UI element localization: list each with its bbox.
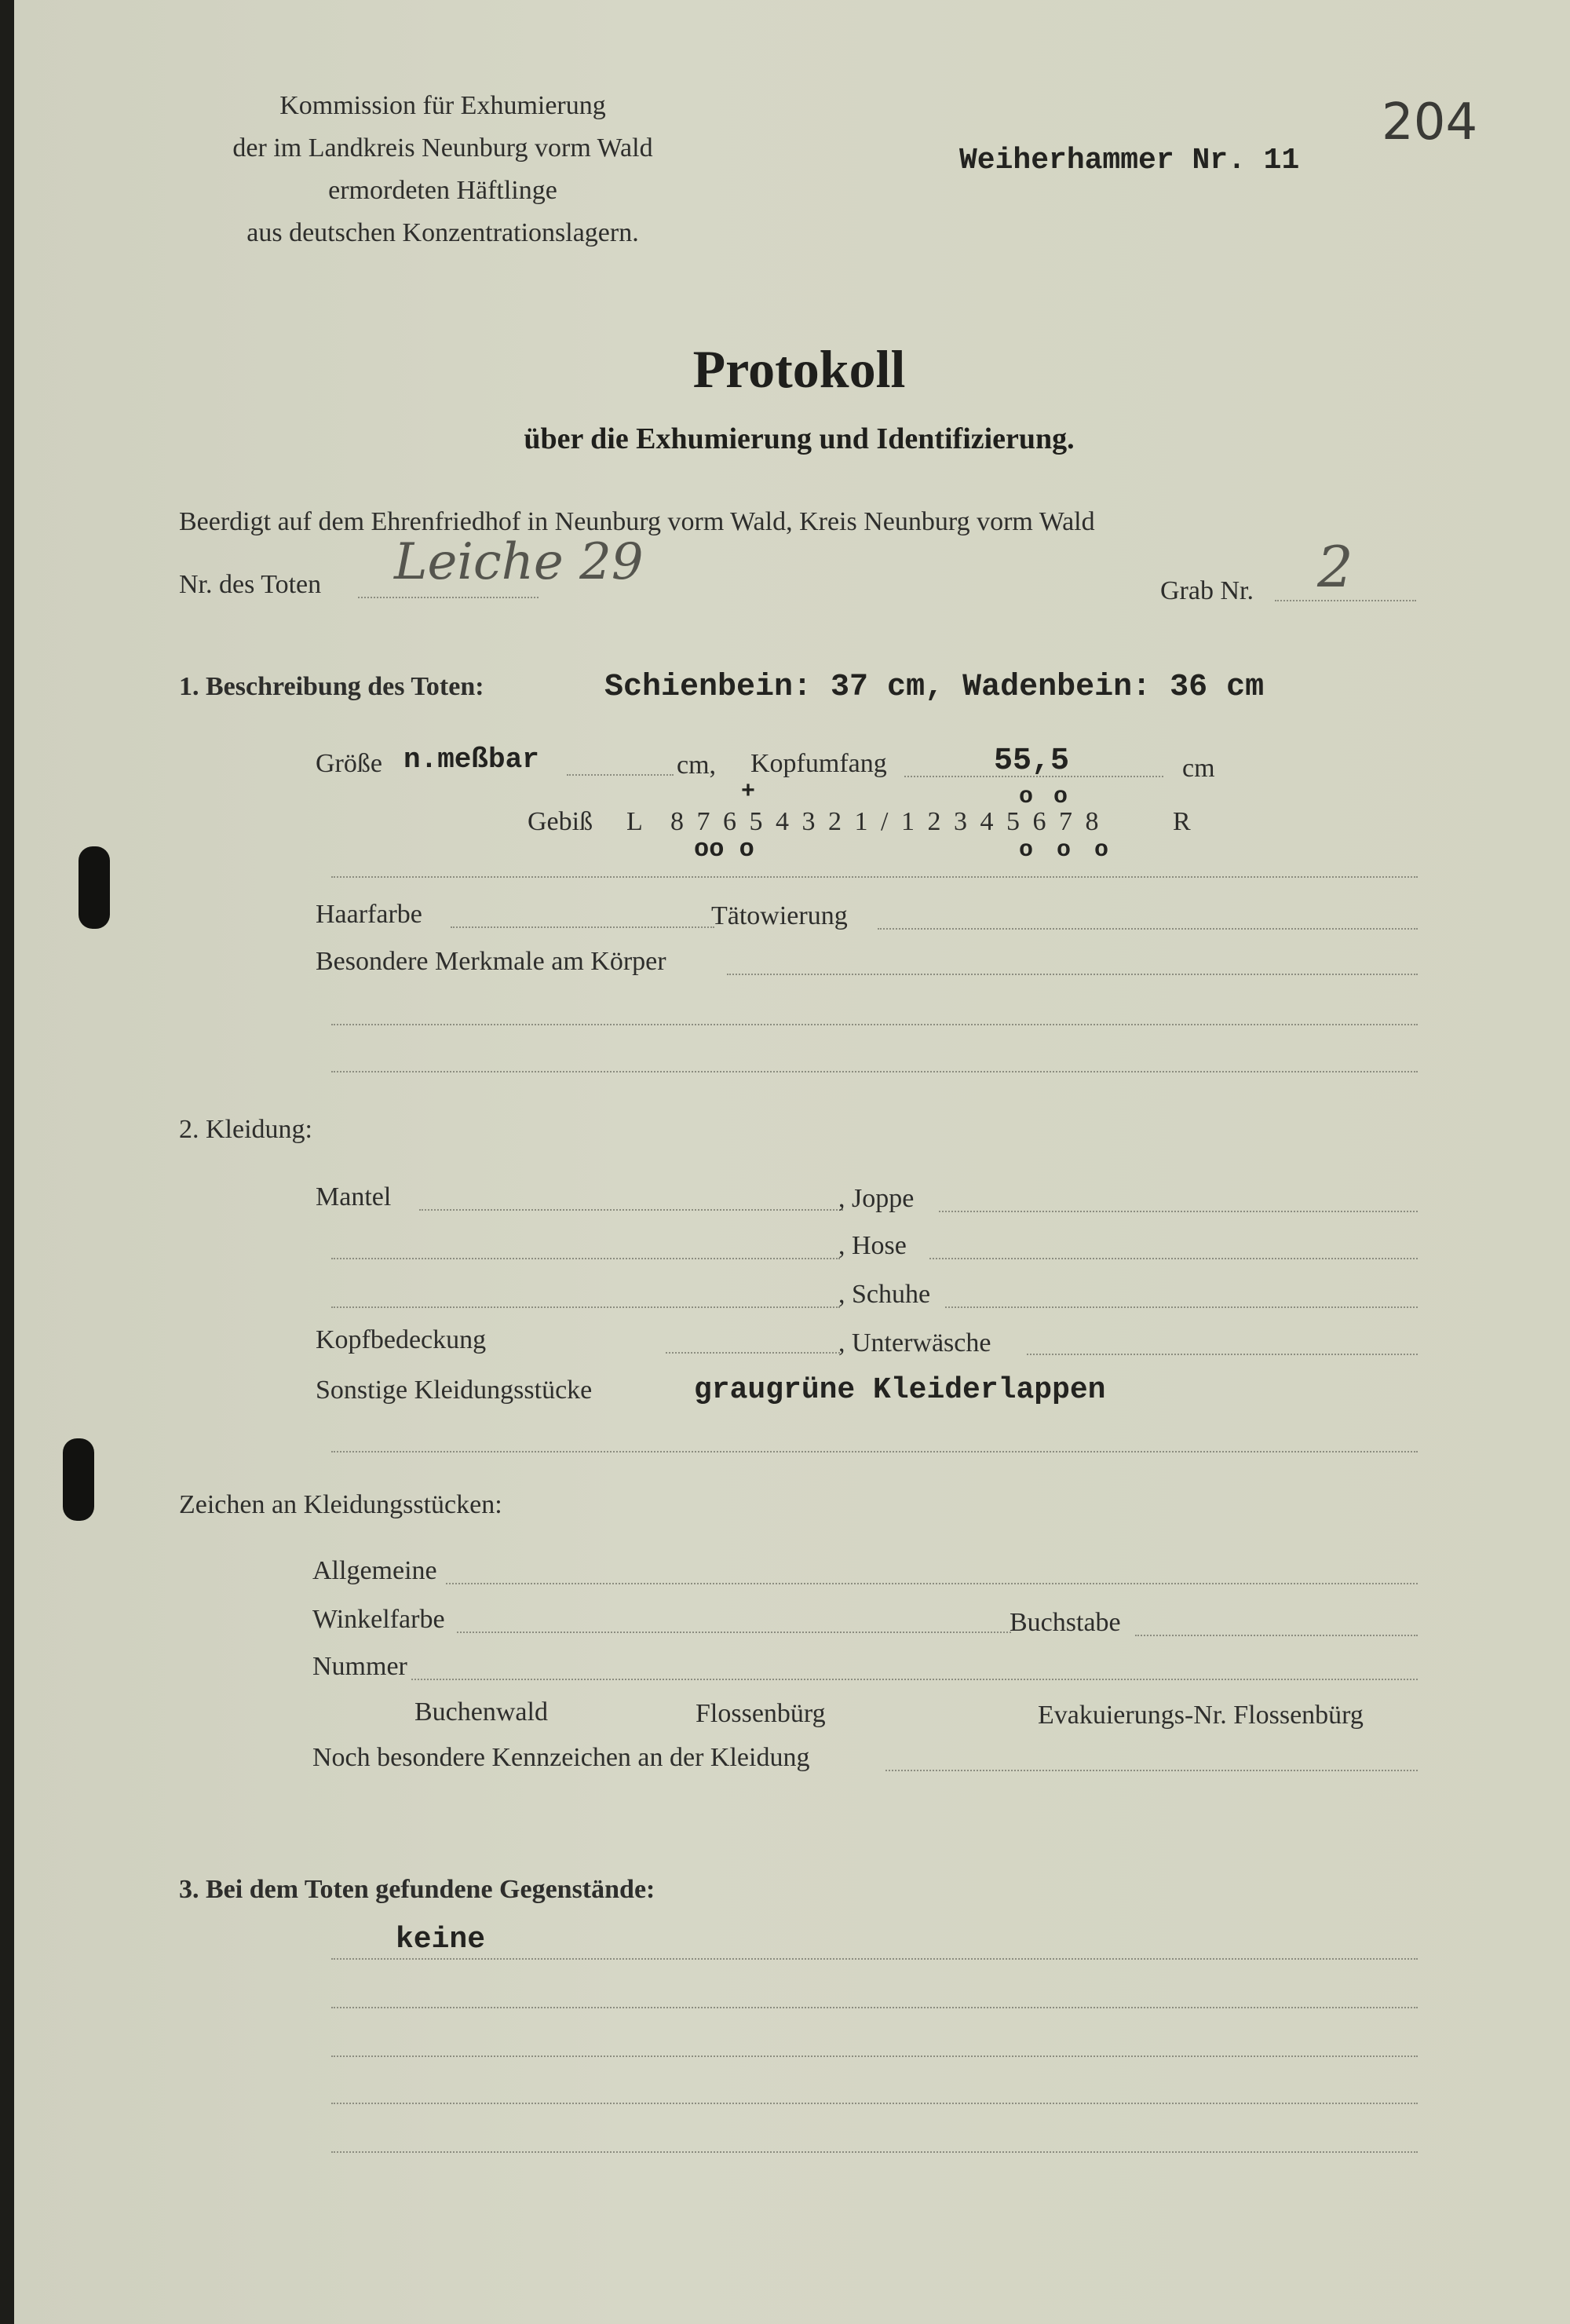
groesse-value: n.meßbar — [403, 744, 539, 776]
zeichen-heading: Zeichen an Kleidungsstücken: — [179, 1490, 502, 1519]
gebiss-left-marker: L — [626, 807, 643, 836]
haarfarbe-line — [451, 926, 714, 928]
dotted-line — [331, 2007, 1418, 2008]
dotted-line — [331, 1958, 1418, 1960]
dotted-line — [331, 2055, 1418, 2057]
document-page — [14, 0, 1570, 2324]
gebiss-mark-above-right: o o — [1019, 784, 1068, 810]
merkmale-line — [727, 974, 1418, 975]
commission-line-4: aus deutschen Konzentrationslagern. — [246, 218, 639, 247]
gebiss-mark-above-left: + — [741, 779, 756, 806]
dotted-line — [331, 876, 1418, 878]
schuhe-line — [945, 1306, 1418, 1308]
unterwaesche-label: , Unterwäsche — [838, 1328, 991, 1357]
nr-des-toten-line — [358, 597, 539, 598]
dotted-line — [331, 1071, 1418, 1072]
hose-line — [929, 1258, 1418, 1259]
section-1-heading: 1. Beschreibung des Toten: — [179, 672, 484, 701]
grab-nr-value: 2 — [1317, 534, 1353, 600]
sonstige-label: Sonstige Kleidungsstücke — [316, 1376, 593, 1405]
location-stamp: Weiherhammer Nr. 11 — [959, 144, 1300, 177]
punch-hole — [78, 846, 110, 929]
schuhe-label: , Schuhe — [838, 1280, 931, 1309]
kopfumfang-value: 55,5 — [994, 744, 1070, 779]
buchenwald-label: Buchenwald — [414, 1697, 548, 1727]
merkmale-label: Besondere Merkmale am Körper — [316, 947, 666, 976]
mantel-label: Mantel — [316, 1182, 392, 1211]
joppe-label: , Joppe — [838, 1184, 915, 1213]
sonstige-value: graugrüne Kleiderlappen — [694, 1373, 1106, 1407]
dotted-line — [331, 1451, 1418, 1452]
winkelfarbe-label: Winkelfarbe — [312, 1605, 445, 1634]
section-3-value: keine — [396, 1923, 486, 1957]
document-subtitle: über die Exhumierung und Identifizierung. — [524, 422, 1075, 455]
cm-label-2: cm — [1182, 754, 1215, 783]
commission-line-1: Kommission für Exhumierung — [279, 91, 606, 120]
gebiss-numbers: 8 7 6 5 4 3 2 1 / 1 2 3 4 5 6 7 8 — [670, 807, 1102, 836]
unterwaesche-line — [1027, 1354, 1418, 1355]
kopfumfang-label: Kopfumfang — [750, 749, 887, 778]
gebiss-mark-below-left: oo o — [694, 835, 754, 864]
nr-des-toten-label: Nr. des Toten — [179, 570, 322, 599]
nr-des-toten-value: Leiche 29 — [394, 533, 644, 591]
mantel-line — [419, 1209, 843, 1211]
nummer-label: Nummer — [312, 1652, 407, 1681]
groesse-line — [567, 774, 674, 776]
grab-nr-label: Grab Nr. — [1160, 576, 1254, 605]
nummer-line — [411, 1679, 1418, 1680]
dotted-line — [331, 1024, 1418, 1025]
taetowierung-label: Tätowierung — [711, 901, 848, 930]
grab-nr-line — [1275, 600, 1416, 601]
document-title: Protokoll — [692, 339, 906, 399]
buchstabe-line — [1135, 1635, 1418, 1636]
dotted-line — [331, 2103, 1418, 2104]
noch-label: Noch besondere Kennzeichen an der Kleidung — [312, 1743, 810, 1772]
burial-line: Beerdigt auf dem Ehrenfriedhof in Neunburg vorm Wald, Kreis Neunburg vorm Wald — [179, 507, 1095, 536]
winkelfarbe-line — [457, 1632, 1011, 1633]
commission-line-3: ermordeten Häftlinge — [328, 176, 557, 205]
flossenbuerg-label: Flossenbürg — [696, 1699, 826, 1728]
section-2-heading-text: 2. Kleidung: — [179, 1115, 312, 1144]
taetowierung-line — [878, 928, 1418, 930]
hose-label: , Hose — [838, 1231, 907, 1260]
schuhe-prefix-line — [331, 1306, 840, 1308]
haarfarbe-label: Haarfarbe — [316, 900, 422, 929]
joppe-line — [939, 1211, 1418, 1212]
kopfbedeckung-label: Kopfbedeckung — [316, 1325, 487, 1354]
hose-prefix-line — [331, 1258, 840, 1259]
cm-label-1: cm, — [677, 751, 717, 780]
section-2-heading — [179, 1116, 312, 1143]
gebiss-label: Gebiß — [528, 807, 593, 836]
allgemeine-label: Allgemeine — [312, 1556, 437, 1585]
kopfbedeckung-line — [666, 1352, 840, 1354]
noch-line — [885, 1770, 1418, 1771]
allgemeine-line — [446, 1583, 1418, 1584]
evakuierung-label: Evakuierungs-Nr. Flossenbürg — [1038, 1701, 1364, 1730]
gebiss-mark-below-right: o o o — [1019, 837, 1109, 864]
punch-hole — [63, 1438, 94, 1521]
groesse-label: Größe — [316, 749, 382, 778]
section-1-heading-value: Schienbein: 37 cm, Wadenbein: 36 cm — [604, 670, 1265, 705]
section-3-heading: 3. Bei dem Toten gefundene Gegenstände: — [179, 1875, 655, 1904]
buchstabe-label: Buchstabe — [1010, 1608, 1121, 1637]
commission-line-2: der im Landkreis Neunburg vorm Wald — [232, 133, 653, 163]
page-number: 204 — [1382, 93, 1478, 152]
dotted-line — [331, 2151, 1418, 2153]
binding-edge — [0, 0, 14, 2324]
gebiss-right-marker: R — [1173, 807, 1191, 836]
